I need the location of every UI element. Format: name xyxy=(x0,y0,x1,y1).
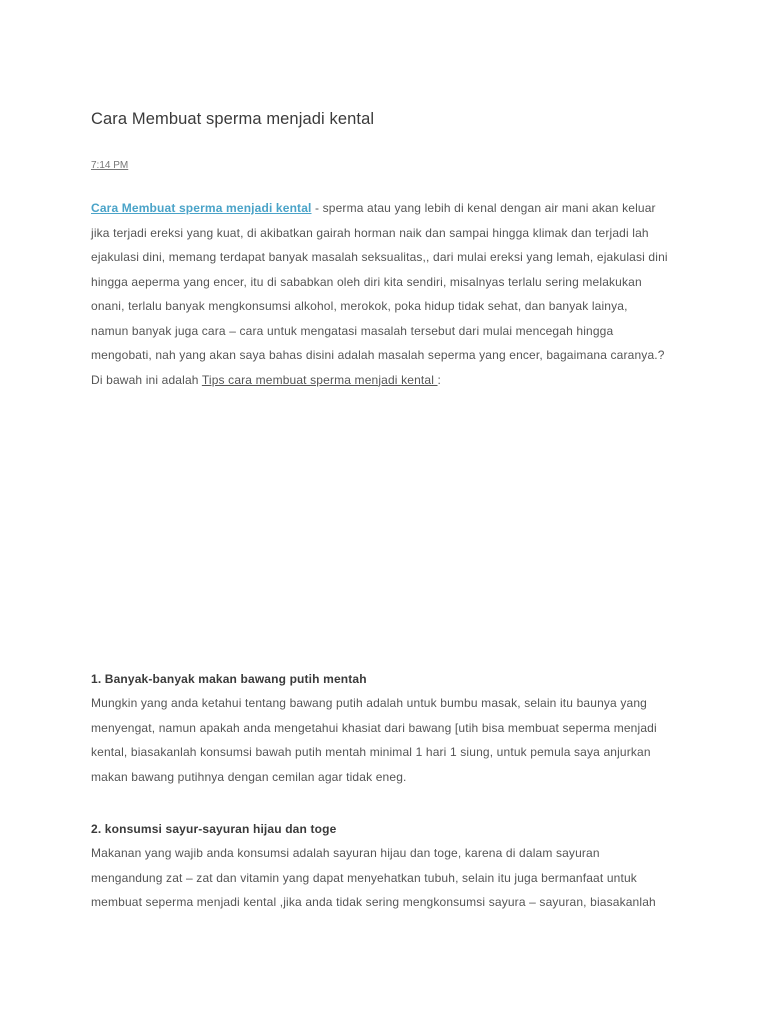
intro-paragraph xyxy=(91,196,691,392)
post-title: Cara Membuat sperma menjadi kental xyxy=(91,110,375,128)
intro-line: hingga aeperma yang encer, itu di sababkan oleh diri kita sendiri, misalnyas terlalu sering melakukan xyxy=(91,274,642,289)
section-1-line: kental, biasakanlah konsumsi bawah putih mentah minimal 1 hari 1 siung, untuk pemula saya anjurkan xyxy=(91,745,651,759)
intro-line-1 xyxy=(91,196,691,221)
intro-line: mengobati, nah yang akan saya bahas disini adalah masalah seperma yang encer, bagaimana caranya.? xyxy=(91,348,665,362)
section-2-line: membuat seperma menjadi kental ,jika anda tidak sering mengkonsumsi sayura – sayuran, biasakanlah xyxy=(91,895,656,909)
section-1-line: menyengat, namun apakah anda mengetahui khasiat dari bawang [utih bisa membuat seperma menjadi xyxy=(91,720,657,735)
tips-link[interactable]: Tips cara membuat sperma menjadi kental xyxy=(201,372,438,387)
intro-last-line xyxy=(91,368,691,393)
intro-line: jika terjadi ereksi yang kuat, di akibatkan gairah horman naik dan sampai hingga klimak dan terjadi lah xyxy=(91,225,649,240)
post-timestamp-link[interactable]: 7:14 PM xyxy=(91,160,129,171)
section-2-line: Makanan yang wajib anda konsumsi adalah sayuran hijau dan toge, karena di dalam sayuran xyxy=(91,846,600,860)
section-2-heading: 2. konsumsi sayur-sayuran hijau dan toge xyxy=(91,822,337,836)
section-1-line: Mungkin yang anda ketahui tentang bawang putih adalah untuk bumbu masak, selain itu baunya yang xyxy=(91,696,647,710)
intro-last-line-prefix: Di bawah ini adalah xyxy=(91,372,202,387)
section-2-line: mengandung zat – zat dan vitamin yang dapat menyehatkan tubuh, selain itu juga bermanfaat untuk xyxy=(91,870,637,885)
section-1-paragraph xyxy=(91,691,691,789)
section-1-line: makan bawang putihnya dengan cemilan agar tidak eneg. xyxy=(91,769,407,784)
intro-line: onani, terlalu banyak mengkonsumsi alkohol, merokok, poka hidup tidak sehat, dan banyak lainya, xyxy=(91,299,628,313)
intro-line-1-text: - sperma atau yang lebih di kenal dengan air mani akan keluar xyxy=(311,201,656,215)
section-2-paragraph xyxy=(91,841,691,915)
section-1-heading: 1. Banyak-banyak makan bawang putih mentah xyxy=(91,672,367,686)
intro-line: ejakulasi dini, memang terdapat banyak masalah seksualitas,, dari mulai ereksi yang lemah, ejakulasi dini xyxy=(91,250,668,264)
title-link[interactable]: Cara Membuat sperma menjadi kental xyxy=(91,201,312,215)
intro-last-line-suffix: : xyxy=(437,372,441,387)
intro-line: namun banyak juga cara – cara untuk mengatasi masalah tersebut dari mulai mencegah hingga xyxy=(91,323,614,338)
